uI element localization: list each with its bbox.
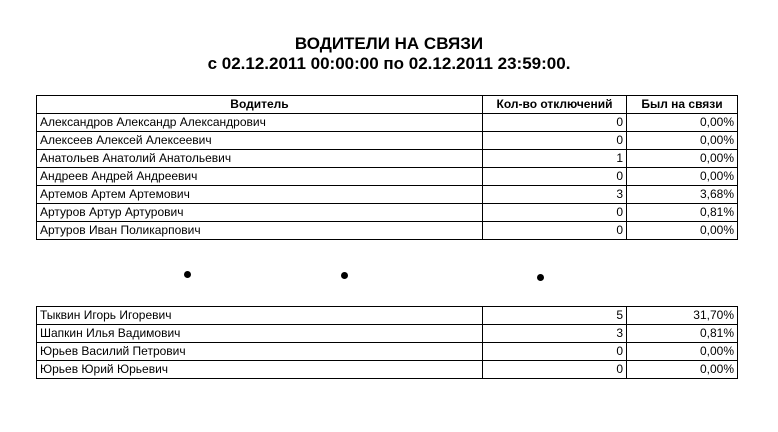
- online-percent: 0,81%: [627, 204, 738, 222]
- driver-name: Алексеев Алексей Алексеевич: [37, 132, 483, 150]
- ellipsis-dot: [537, 274, 544, 281]
- disconnect-count: 0: [483, 204, 627, 222]
- drivers-table-bottom: [36, 306, 738, 379]
- online-percent: 0,00%: [627, 114, 738, 132]
- header-online: Был на связи: [627, 96, 738, 114]
- disconnect-count: 0: [483, 132, 627, 150]
- driver-name: Шапкин Илья Вадимович: [37, 325, 483, 343]
- table-row: [37, 361, 738, 379]
- table-header-row: [37, 96, 738, 114]
- disconnect-count: 0: [483, 222, 627, 240]
- table-row: [37, 168, 738, 186]
- driver-name: Артуров Иван Поликарпович: [37, 222, 483, 240]
- report-title: ВОДИТЕЛИ НА СВЯЗИ: [294, 34, 484, 53]
- table-row: [37, 204, 738, 222]
- disconnect-count: 0: [483, 361, 627, 379]
- table-row: [37, 222, 738, 240]
- driver-name: Тыквин Игорь Игоревич: [37, 307, 483, 325]
- table-row: [37, 150, 738, 168]
- driver-name: Андреев Андрей Андреевич: [37, 168, 483, 186]
- online-percent: 0,00%: [627, 361, 738, 379]
- disconnect-count: 3: [483, 186, 627, 204]
- disconnect-count: 5: [483, 307, 627, 325]
- online-percent: 31,70%: [627, 307, 738, 325]
- driver-name: Артемов Артем Артемович: [37, 186, 483, 204]
- online-percent: 0,00%: [627, 150, 738, 168]
- online-percent: 0,00%: [627, 343, 738, 361]
- driver-name: Артуров Артур Артурович: [37, 204, 483, 222]
- disconnect-count: 1: [483, 150, 627, 168]
- table-row: [37, 186, 738, 204]
- table-row: [37, 325, 738, 343]
- driver-name: Юрьев Василий Петрович: [37, 343, 483, 361]
- table-row: [37, 343, 738, 361]
- table-row: [37, 114, 738, 132]
- driver-name: Анатольев Анатолий Анатольевич: [37, 150, 483, 168]
- disconnect-count: 0: [483, 168, 627, 186]
- table-row: [37, 307, 738, 325]
- report-period: с 02.12.2011 00:00:00 по 02.12.2011 23:59:00.: [207, 54, 571, 73]
- driver-name: Юрьев Юрий Юрьевич: [37, 361, 483, 379]
- disconnect-count: 0: [483, 114, 627, 132]
- table-row: [37, 132, 738, 150]
- header-disconnects: Кол-во отключений: [483, 96, 627, 114]
- ellipsis-dot: [341, 272, 348, 279]
- online-percent: 0,81%: [627, 325, 738, 343]
- ellipsis-dot: [184, 271, 191, 278]
- online-percent: 0,00%: [627, 132, 738, 150]
- online-percent: 0,00%: [627, 222, 738, 240]
- drivers-table-top: [36, 95, 738, 240]
- disconnect-count: 0: [483, 343, 627, 361]
- online-percent: 0,00%: [627, 168, 738, 186]
- disconnect-count: 3: [483, 325, 627, 343]
- online-percent: 3,68%: [627, 186, 738, 204]
- driver-name: Александров Александр Александрович: [37, 114, 483, 132]
- header-driver: Водитель: [37, 96, 483, 114]
